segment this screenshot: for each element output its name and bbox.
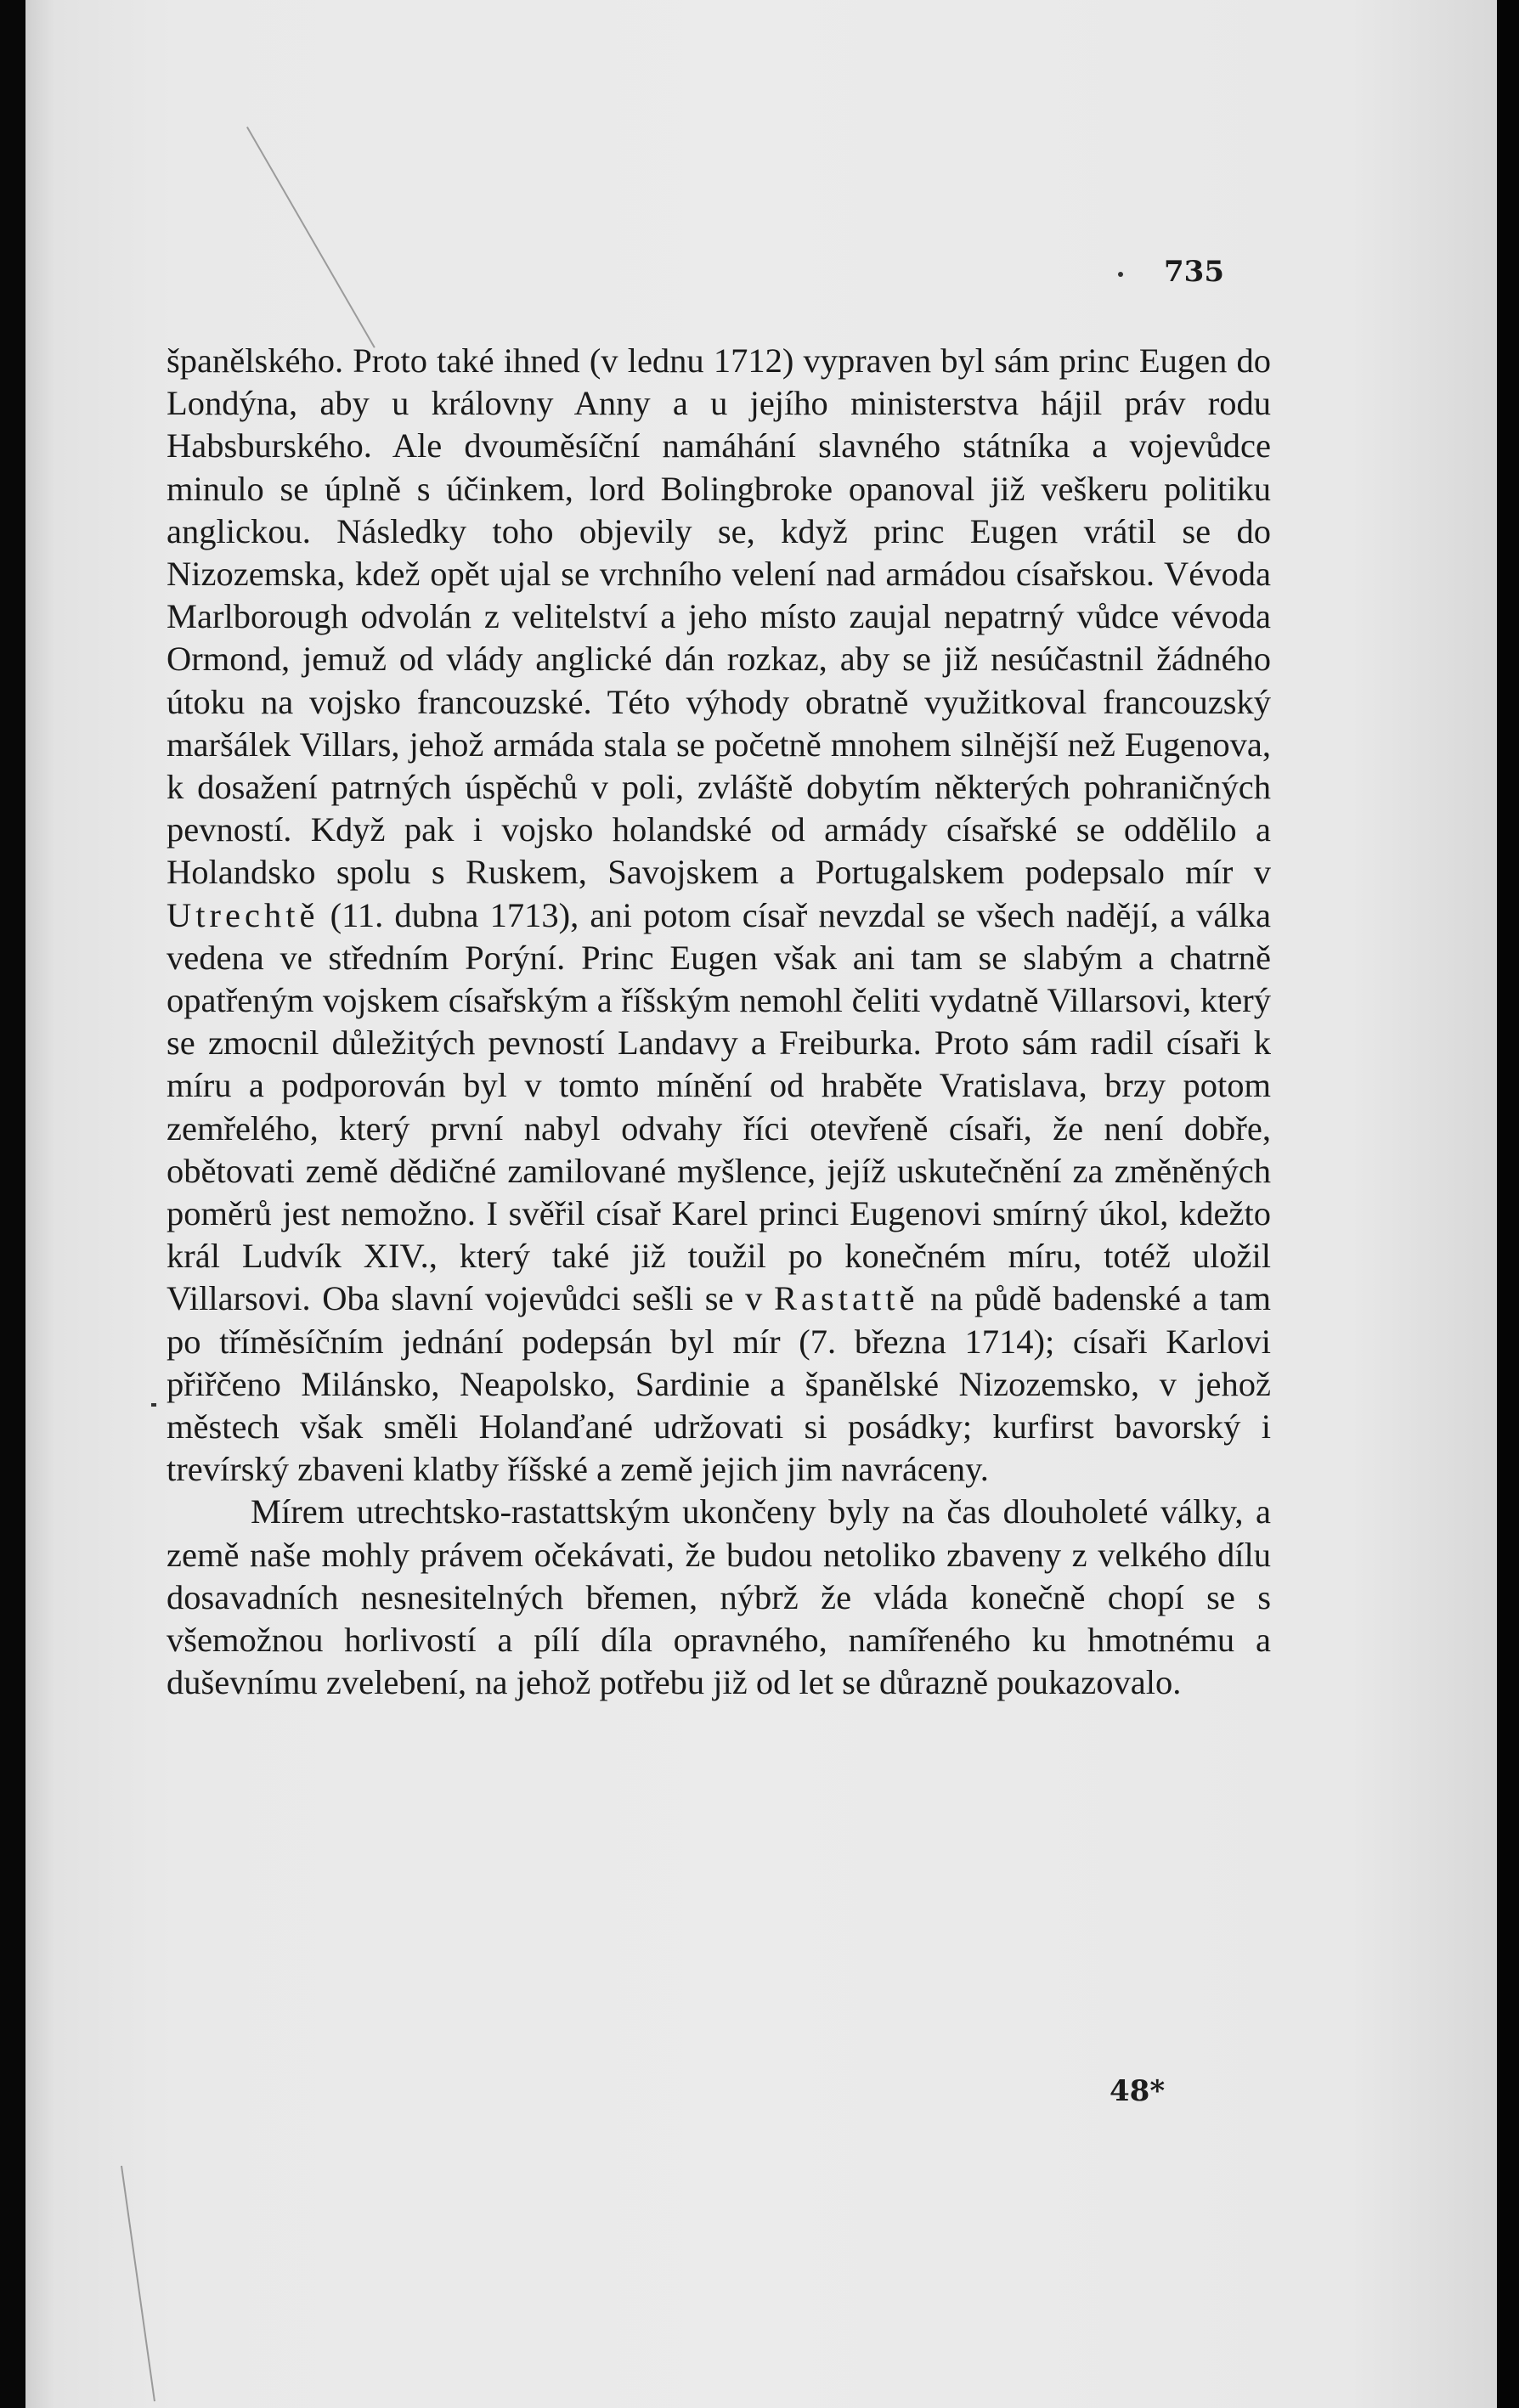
ink-dot — [1118, 272, 1123, 277]
margin-mark — [151, 1403, 156, 1407]
text-run: na půdě badenské a tam po tříměsíčním jednání podepsán byl mír (7. března 1714); císaři Karlovi přiřčeno Milánsko, Neapolsko, Sardinie a španělské Nizozemsko, v jehož městech však směli Holanďané udržovati si posádky; kurfirst bavorský i trevírský zbaveni klatby říšské a země jejich jim navráceny. — [167, 1279, 1271, 1489]
scan-edge-left — [0, 0, 25, 2408]
text-run: španělského. Proto také ihned (v lednu 1712) vypraven byl sám princ Eugen do Londýna, aby u královny Anny a u jejího ministerstva hájil práv rodu Habsburského. Ale dvouměsíční namáhání slavného státníka a vojevůdce minulo se úplně s účinkem, lord Bolingbroke opanoval již veškeru politiku anglickou. Následky toho objevily se, když princ Eugen vrátil se do Nizozemska, kdež opět ujal se vrchního velení nad armádou císařskou. Vévoda Marlborough odvolán z velitelství a jeho místo zaujal nepatrný vůdce vévoda Ormond, jemuž od vlády anglické dán rozkaz, aby se již nesúčastnil žádného útoku na vojsko francouzské. Této výhody obratně využitkoval francouzský maršálek Villars, jehož armáda stala se početně mnohem silnější než Eugenova, k dosažení patrných úspěchů v poli, zvláště dobytím některých pohraničných pevností. Když pak i vojsko holandské od armády císařské se oddělilo a Holandsko spolu s Ruskem, Savojskem a Portugalskem podepsalo mír v — [167, 341, 1271, 892]
body-text — [167, 340, 1271, 1705]
book-page — [25, 0, 1497, 2408]
paragraph-1 — [167, 340, 1271, 1491]
page-number: 735 — [1164, 255, 1224, 289]
paper-crease — [121, 2166, 155, 2402]
text-run: (11. dubna 1713), ani potom císař nevzdal se všech nadějí, a válka vedena ve středním Porýní. Princ Eugen však ani tam se slabým a chatrně opatřeným vojskem císařským a říšským nemohl čeliti vydatně Villarsovi, který se zmocnil důležitých pevností Landavy a Freiburka. Proto sám radil císaři k míru a podporován byl v tomto mínění od hraběte Vratislava, brzy potom zemřelého, který první nabyl odvahy říci otevřeně císaři, že není dobře, obětovati země dědičné zamilované myšlence, jejíž uskutečnění za změněných poměrů jest nemožno. I svěřil císař Karel princi Eugenovi smírný úkol, kdežto král Ludvík XIV., který také již toužil po konečném míru, totéž uložil Villarsovi. Oba slavní vojevůdci sešli se v — [167, 895, 1271, 1318]
spaced-place-name: Utrechtě — [167, 895, 319, 934]
paragraph-2 — [167, 1491, 1271, 1704]
paper-crease — [246, 127, 376, 348]
text-run: Mírem utrechtsko-rastattským ukončeny byly na čas dlouholeté války, a země naše mohly právem očekávati, že budou netoliko zbaveny z velkého dílu dosavadních nesnesitelných břemen, nýbrž že vláda konečně chopí se s všemožnou horlivostí a pílí díla opravného, namířeného ku hmotnému a duševnímu zvelebení, na jehož potřebu již od let se důrazně poukazovalo. — [167, 1492, 1271, 1702]
scan-edge-right — [1497, 0, 1519, 2408]
spaced-place-name: Rastattě — [774, 1279, 919, 1318]
signature-mark: 48* — [1110, 2074, 1166, 2108]
